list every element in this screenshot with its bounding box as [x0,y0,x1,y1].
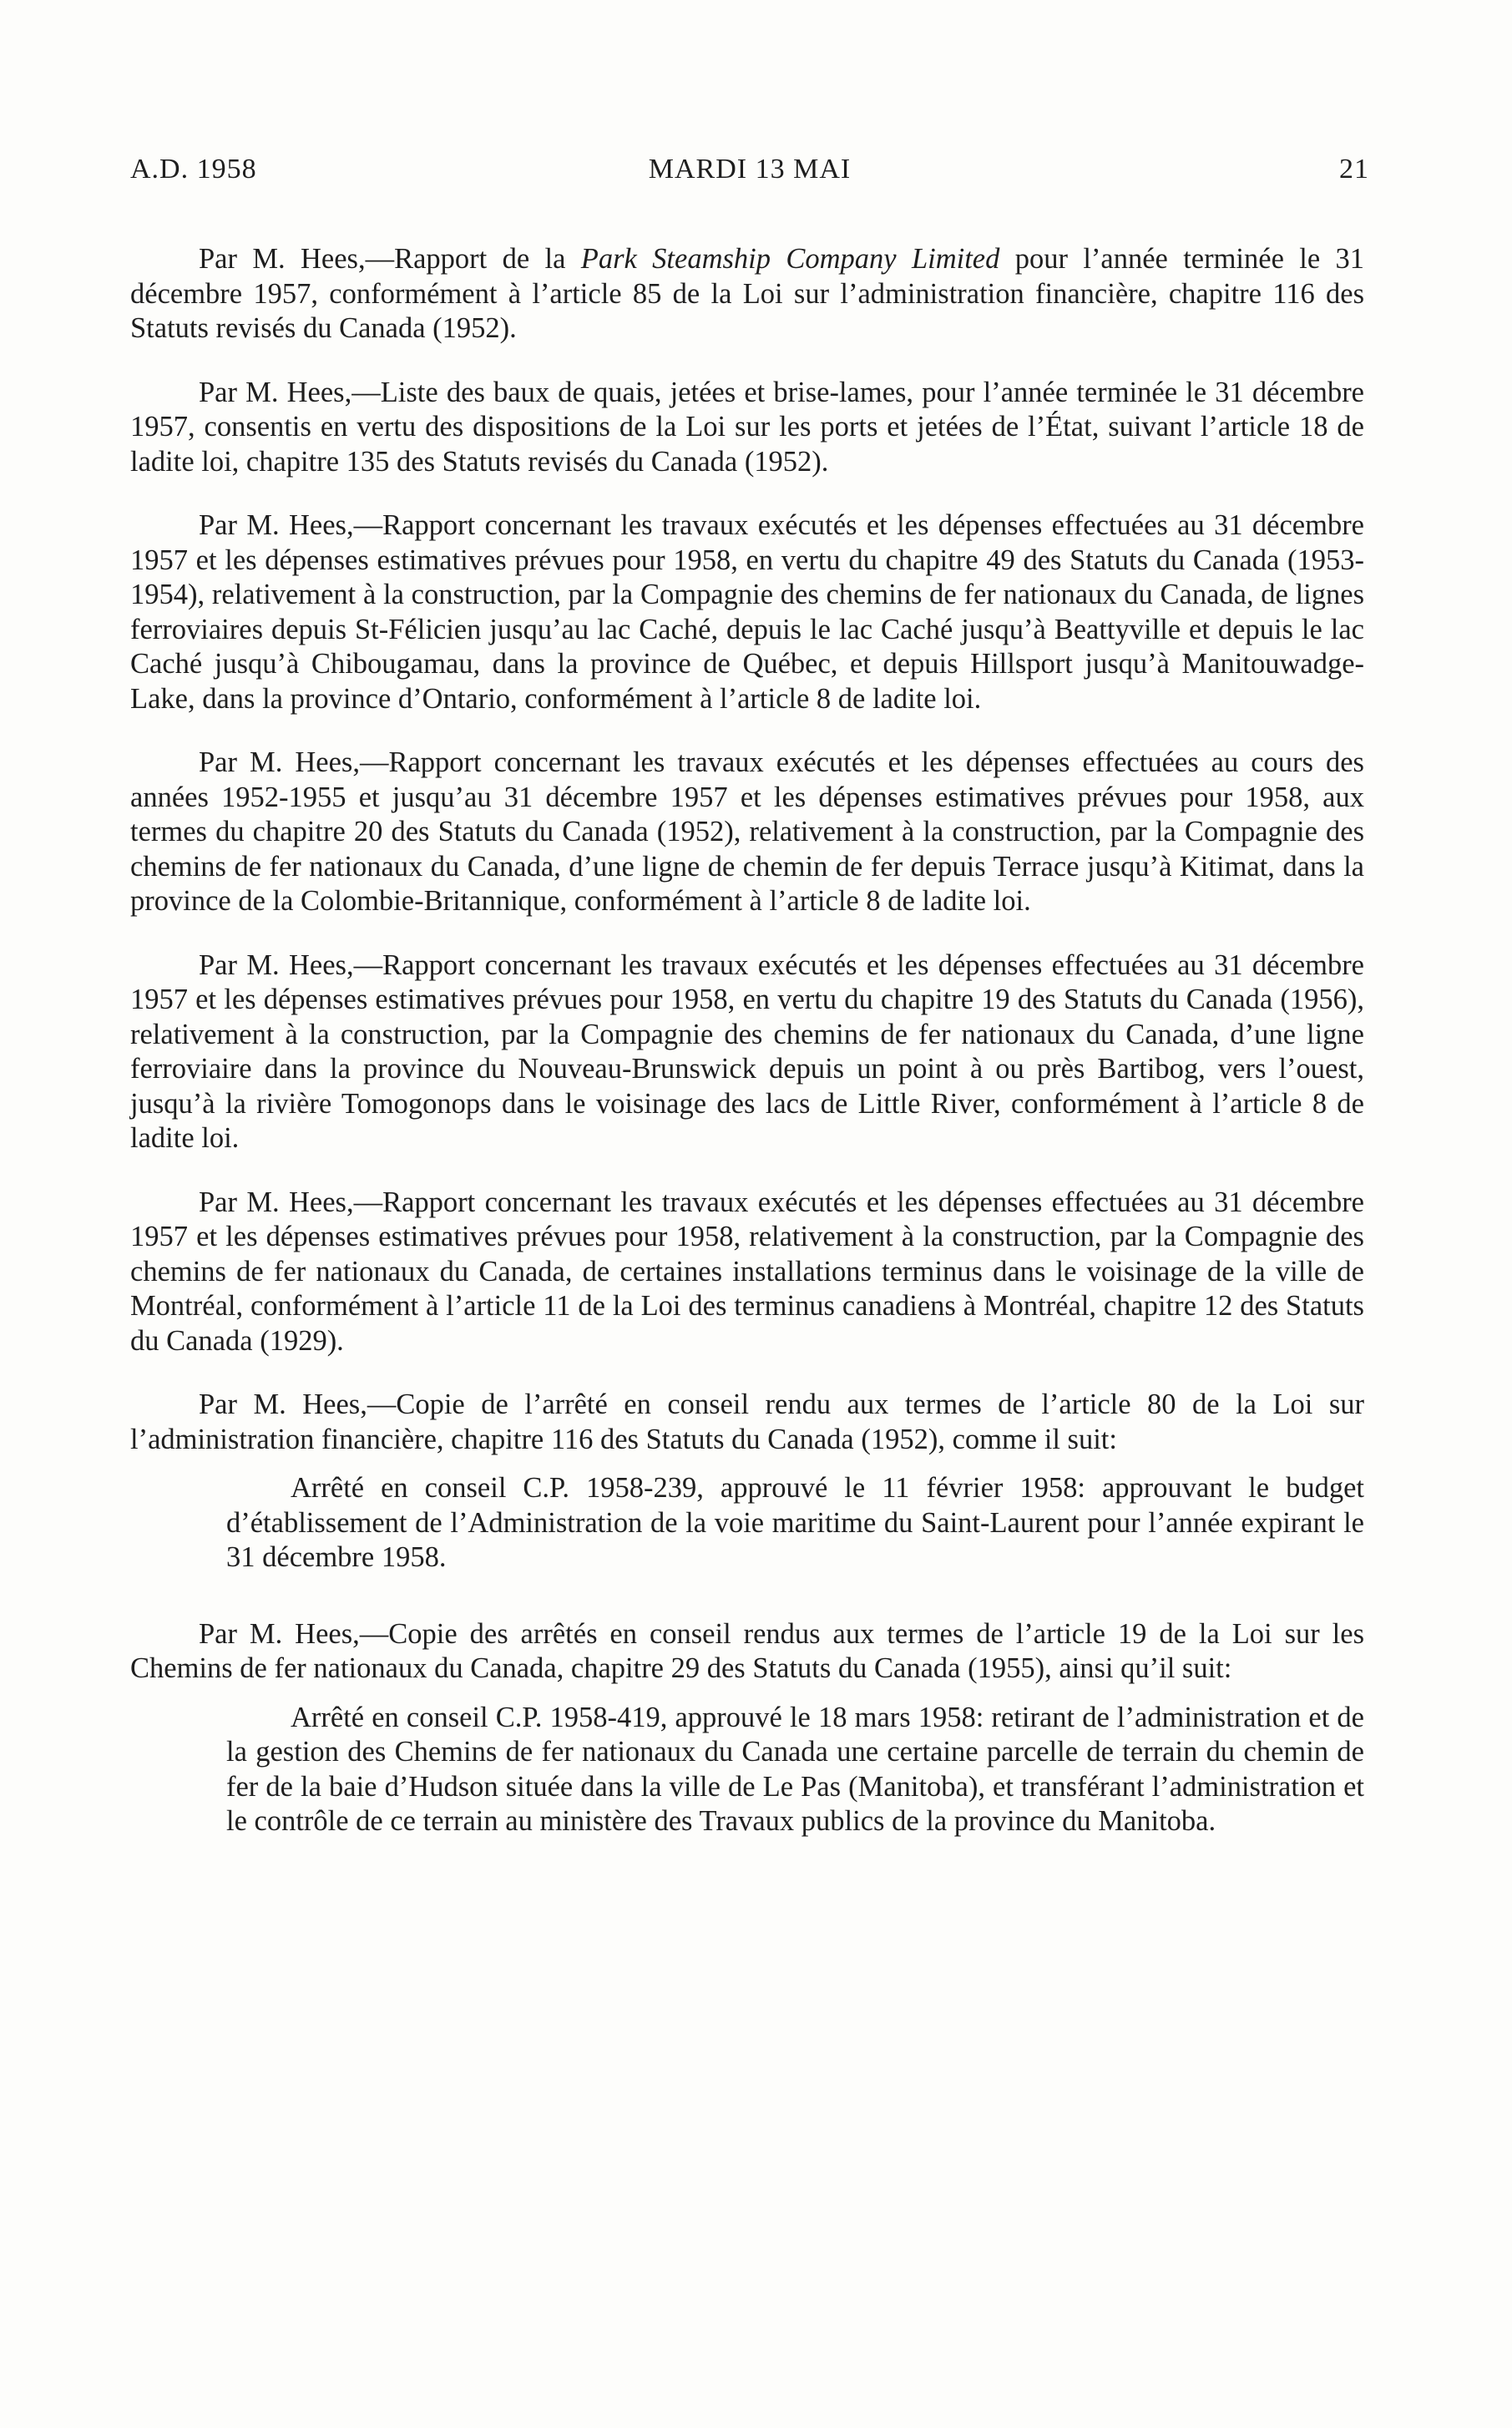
page-number: 21 [1339,154,1369,185]
paragraph-report-st-felicien: Par M. Hees,—Rapport concernant les travaux exécutés et les dépenses effectuées au 31 décembre 1957 et les dépenses estimatives prévues pour 1958, en vertu du chapitre 49 des Statuts du Canada (1953-1954), relativement à la construction, par la Compagnie des chemins de fer nationaux du Canada, de lignes ferroviaires depuis St-Félicien jusqu’au lac Caché, depuis le lac Caché jusqu’à Beattyville et depuis le lac Caché jusqu’à Chibougamau, dans la province de Québec, et depuis Hillsport jusqu’à Manitouwadge-Lake, dans la province d’Ontario, conformément à l’article 8 de ladite loi. [130,509,1364,715]
quoted-order-1958-239: Arrêté en conseil C.P. 1958-239, approuvé le 11 février 1958: approuvant le budget d’établissement de l’Administration de la voie maritime du Saint-Laurent pour l’année expirant le 31 décembre 1958. [226,1472,1364,1573]
paragraph-lead: Par M. Hees,—Rapport de la [199,243,581,275]
paragraph-rest: pour l’année terminée le 31 décembre 1957, conformément à l’article 85 de la Loi sur l’administration financière, chapitre 116 des Statuts revisés du Canada (1952). [130,243,1364,344]
paragraph-orders-in-council-railways: Par M. Hees,—Copie des arrêtés en conseil rendus aux termes de l’article 19 de la Loi sur les Chemins de fer nationaux du Canada, chapitre 29 des Statuts du Canada (1955), ainsi qu’il suit: [130,1617,1364,1684]
company-name-italic: Park Steamship Company Limited [580,243,1000,275]
paragraph-park-steamship-report [130,242,1364,346]
paragraph-order-in-council-intro: Par M. Hees,—Copie de l’arrêté en conseil rendu aux termes de l’article 80 de la Loi sur l’administration financière, chapitre 116 des Statuts du Canada (1952), comme il suit: [130,1389,1364,1455]
running-head-year: A.D. 1958 [130,154,257,185]
quoted-order-1958-419: Arrêté en conseil C.P. 1958-419, approuvé le 18 mars 1958: retirant de l’administration et de la gestion des Chemins de fer nationaux du Canada une certaine parcelle de terrain du chemin de fer de la baie d’Hudson située dans la ville de Le Pas (Manitoba), et transférant l’administration et le contrôle de ce terrain au ministère des Travaux publics de la province du Manitoba. [226,1701,1364,1837]
paragraph-leases-list: Par M. Hees,—Liste des baux de quais, jetées et brise-lames, pour l’année terminée le 31 décembre 1957, consentis en vertu des dispositions de la Loi sur les ports et jetées de l’État, suivant l’article 18 de ladite loi, chapitre 135 des Statuts revisés du Canada (1952). [130,376,1364,478]
running-head [130,154,1369,195]
running-head-date: MARDI 13 MAI [648,154,852,185]
paragraph-report-bartibog: Par M. Hees,—Rapport concernant les travaux exécutés et les dépenses effectuées au 31 décembre 1957 et les dépenses estimatives prévues pour 1958, en vertu du chapitre 19 des Statuts du Canada (1956), relativement à la construction, par la Compagnie des chemins de fer nationaux du Canada, d’une ligne ferroviaire dans la province du Nouveau-Brunswick depuis un point à ou près Bartibog, vers l’ouest, jusqu’à la rivière Tomogonops dans le voisinage des lacs de Little River, conformément à l’article 8 de ladite loi. [130,948,1364,1154]
paragraph-report-terrace-kitimat: Par M. Hees,—Rapport concernant les travaux exécutés et les dépenses effectuées au cours des années 1952-1955 et jusqu’au 31 décembre 1957 et les dépenses estimatives prévues pour 1958, aux termes du chapitre 20 des Statuts du Canada (1952), relativement à la construction, par la Compagnie des chemins de fer nationaux du Canada, d’une ligne de chemin de fer depuis Terrace jusqu’à Kitimat, dans la province de la Colombie-Britannique, conformément à l’article 8 de ladite loi. [130,746,1364,917]
body-text [130,242,1364,1839]
paragraph-report-montreal-terminus: Par M. Hees,—Rapport concernant les travaux exécutés et les dépenses effectuées au 31 décembre 1957 et les dépenses estimatives prévues pour 1958, relativement à la construction, par la Compagnie des chemins de fer nationaux du Canada, de certaines installations terminus dans le voisinage de la ville de Montréal, conformément à l’article 11 de la Loi des terminus canadiens à Montréal, chapitre 12 des Statuts du Canada (1929). [130,1186,1364,1357]
